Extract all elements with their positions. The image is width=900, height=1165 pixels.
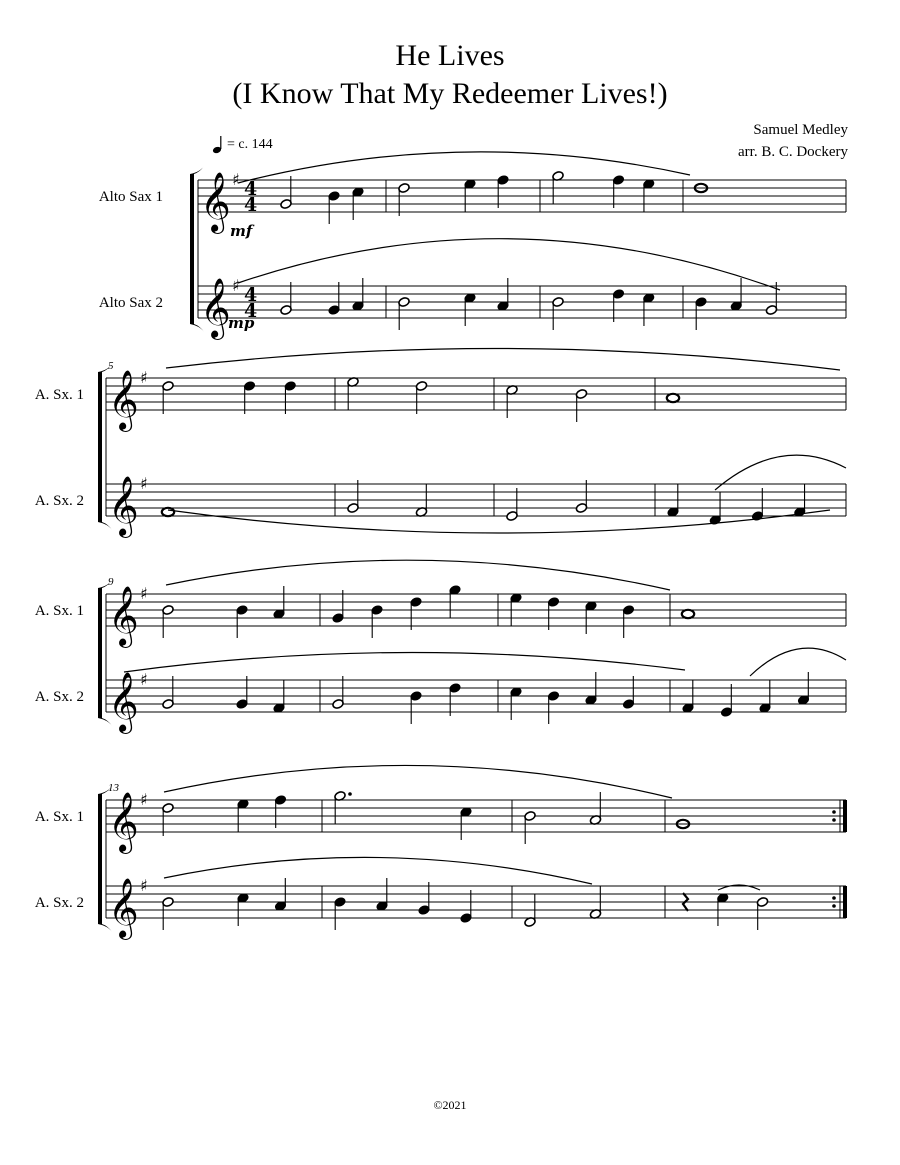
key-signature-sharp: ♯ — [140, 584, 148, 603]
note — [524, 811, 536, 844]
part-label: A. Sx. 2 — [34, 895, 84, 911]
part-label: A. Sx. 2 — [34, 689, 84, 705]
note — [410, 597, 422, 630]
repeat-dot — [832, 904, 836, 908]
time-signature-bottom: 4 — [244, 194, 258, 216]
slur — [164, 857, 592, 884]
treble-clef-icon — [108, 476, 139, 538]
repeat-dot — [832, 896, 836, 900]
key-signature-sharp: ♯ — [140, 368, 148, 387]
copyright: ©2021 — [433, 1098, 467, 1112]
note — [243, 381, 255, 414]
note — [575, 480, 587, 513]
staff — [106, 680, 846, 712]
note — [575, 389, 587, 422]
key-signature-sharp: ♯ — [140, 876, 148, 895]
note — [497, 175, 509, 208]
part-label: A. Sx. 2 — [34, 493, 84, 509]
key-signature-sharp: ♯ — [140, 670, 148, 689]
note — [464, 293, 476, 326]
note — [162, 605, 174, 638]
note — [410, 691, 422, 724]
note — [328, 282, 340, 315]
treble-clef-icon — [108, 586, 139, 648]
note — [332, 676, 344, 709]
measure-number: 13 — [108, 782, 119, 794]
slur — [166, 560, 670, 590]
note — [237, 893, 249, 926]
note — [371, 605, 383, 638]
note — [162, 381, 174, 414]
note — [720, 684, 732, 717]
note — [464, 179, 476, 212]
slur — [238, 239, 780, 290]
note — [547, 691, 559, 724]
note — [667, 484, 679, 517]
note — [274, 878, 286, 911]
final-barline — [843, 886, 847, 918]
final-barline — [843, 800, 847, 832]
note — [506, 385, 518, 418]
svg-text:𝄞: 𝄞 — [108, 370, 139, 430]
note — [162, 676, 174, 709]
note — [236, 605, 248, 638]
note — [347, 480, 359, 513]
note — [794, 484, 806, 517]
note — [585, 672, 597, 705]
note — [328, 191, 340, 224]
treble-clef-icon — [108, 792, 139, 854]
svg-text:𝄞: 𝄞 — [108, 672, 139, 732]
part-label: A. Sx. 1 — [34, 387, 84, 403]
key-signature-sharp: ♯ — [232, 276, 240, 295]
note — [667, 394, 679, 402]
key-signature-sharp: ♯ — [232, 170, 240, 189]
staff — [198, 180, 846, 212]
part-label: A. Sx. 1 — [34, 603, 84, 619]
measure-number: 9 — [108, 576, 114, 588]
note — [237, 799, 249, 832]
treble-clef-icon — [108, 878, 139, 940]
note — [352, 187, 364, 220]
note — [449, 585, 461, 618]
note — [415, 381, 427, 414]
part-label: Alto Sax 1 — [98, 189, 163, 205]
note — [273, 680, 285, 713]
treble-clef-icon — [200, 278, 231, 340]
svg-text:𝄞: 𝄞 — [108, 586, 139, 646]
svg-text:𝄞: 𝄞 — [108, 476, 139, 536]
note — [418, 882, 430, 915]
note — [643, 179, 655, 212]
staff — [106, 800, 846, 832]
note — [449, 683, 461, 716]
staff — [106, 378, 846, 410]
time-signature-top: 4 — [244, 284, 258, 306]
dynamic-mf: mf — [230, 222, 253, 240]
slur — [124, 652, 685, 672]
svg-text:𝄞: 𝄞 — [200, 278, 231, 338]
note — [273, 586, 285, 619]
arranger-credit: arr. B. C. Dockery — [738, 144, 848, 160]
staff — [106, 886, 846, 918]
note — [280, 282, 292, 315]
score-subtitle: (I Know That My Redeemer Lives!) — [232, 77, 668, 110]
part-label: Alto Sax 2 — [98, 295, 163, 311]
measure-number: 5 — [108, 360, 114, 372]
note — [797, 672, 809, 705]
score-title: He Lives — [395, 39, 505, 72]
treble-clef-icon — [108, 370, 139, 432]
note — [717, 893, 729, 926]
note — [756, 897, 768, 930]
note — [585, 601, 597, 634]
note — [612, 289, 624, 322]
note — [524, 894, 536, 927]
note — [643, 293, 655, 326]
note — [460, 890, 472, 923]
note — [347, 377, 359, 410]
note — [510, 687, 522, 720]
svg-text:𝄞: 𝄞 — [108, 878, 139, 938]
staff — [198, 286, 846, 318]
note — [682, 680, 694, 713]
time-signature-top: 4 — [244, 178, 258, 200]
note — [695, 297, 707, 330]
note — [589, 886, 601, 919]
svg-text:𝄞: 𝄞 — [200, 172, 231, 232]
key-signature-sharp: ♯ — [140, 474, 148, 493]
note — [682, 610, 694, 618]
note — [398, 297, 410, 330]
note — [284, 381, 296, 414]
note — [510, 593, 522, 626]
note — [162, 897, 174, 930]
slur — [715, 455, 846, 490]
slur — [168, 510, 830, 533]
note — [730, 278, 742, 311]
note — [751, 488, 763, 521]
repeat-dot — [832, 818, 836, 822]
composer-credit: Samuel Medley — [753, 122, 848, 138]
note — [332, 590, 344, 623]
note — [759, 680, 771, 713]
note — [552, 297, 564, 330]
note — [162, 803, 174, 836]
note — [398, 183, 410, 216]
staff — [106, 594, 846, 626]
staff — [106, 484, 846, 516]
tempo-text: = c. 144 — [227, 137, 273, 152]
slur — [166, 348, 840, 370]
note — [376, 878, 388, 911]
slur — [750, 648, 846, 676]
note — [612, 175, 624, 208]
note — [589, 792, 601, 825]
note — [497, 278, 509, 311]
note — [352, 278, 364, 311]
note — [334, 897, 346, 930]
note — [622, 676, 634, 709]
treble-clef-icon — [200, 172, 231, 234]
note — [622, 605, 634, 638]
note — [236, 676, 248, 709]
key-signature-sharp: ♯ — [140, 790, 148, 809]
part-label: A. Sx. 1 — [34, 809, 84, 825]
dynamic-mp: mp — [228, 314, 255, 332]
note — [460, 807, 472, 840]
note — [415, 484, 427, 517]
note — [709, 492, 721, 525]
svg-text:𝄞: 𝄞 — [108, 792, 139, 852]
note — [162, 508, 174, 516]
note — [506, 488, 518, 521]
note — [547, 597, 559, 630]
note — [274, 795, 286, 828]
note — [280, 176, 292, 209]
treble-clef-icon — [108, 672, 139, 734]
repeat-dot — [832, 810, 836, 814]
note — [552, 171, 564, 204]
slur — [164, 765, 672, 798]
note — [334, 791, 352, 824]
time-signature-bottom: 4 — [244, 300, 258, 322]
